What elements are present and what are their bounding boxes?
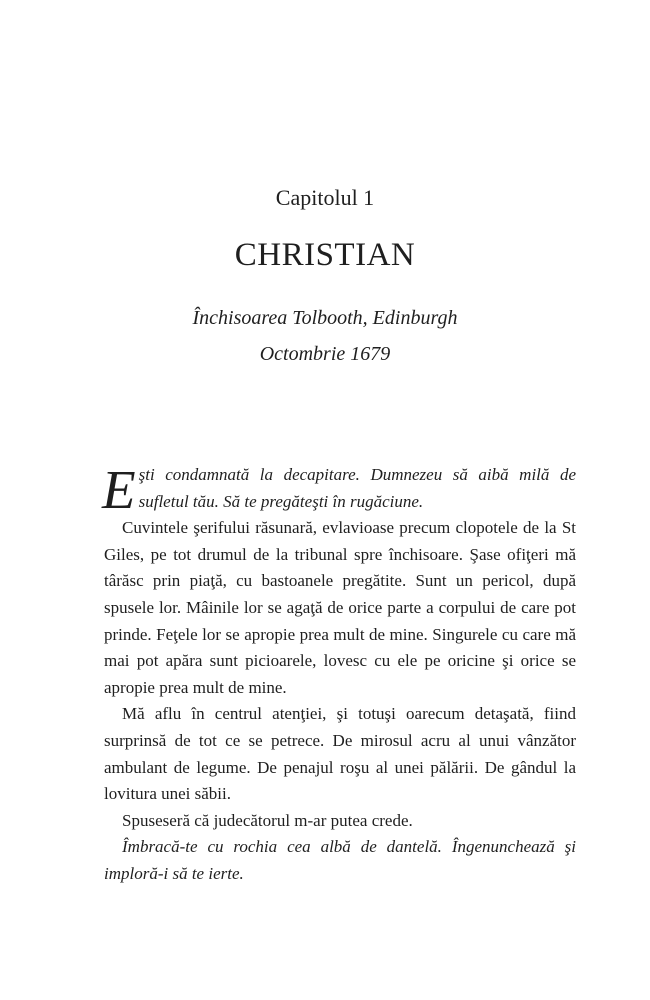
italic-paragraph: Îmbracă-te cu rochia cea albă de dantelă. Îngenunchează şi imploră-i să te ierte. xyxy=(104,837,576,883)
opening-text: şti condamnată la decapitare. Dumnezeu să aibă milă de sufletul tău. Să te pregăteşti în rugăciune. xyxy=(138,465,576,511)
paragraph: Spuseseră că judecătorul m-ar putea crede. xyxy=(122,810,413,830)
body-text xyxy=(102,459,576,888)
chapter-title: CHRISTIAN xyxy=(234,237,416,273)
paragraph: Cuvintele şerifului răsunară, evlavioase precum clopotele de la St Giles, pe tot drumul de la tribunal spre închisoare. Şase ofiţeri mă târăsc prin piaţă, cu bastoanele pregătite. Sunt un pericol, după spusele lor. Mâinile lor se agaţă de orice parte a corpului de care pot prinde. Feţele lor se apropie prea mult de mine. Singurele cu care mă mai pot apăra sunt picioarele, lovesc cu ele pe oricine şi orice se apropie prea mult de mine. xyxy=(104,518,576,697)
chapter-location: Închisoarea Tolbooth, Edinburgh xyxy=(192,307,458,329)
opening-paragraph xyxy=(102,459,576,520)
drop-cap: E xyxy=(102,459,136,520)
chapter-label: Capitolul 1 xyxy=(275,185,375,210)
paragraph: Mă aflu în centrul atenţiei, şi totuşi oarecum detaşată, fiind surprinsă de tot ce se petrece. De mirosul acru al unui vânzător ambulant de legume. De penajul roşu al unei pălării. De gândul la lovitura unei săbii. xyxy=(104,704,576,804)
chapter-date: Octombrie 1679 xyxy=(259,343,391,365)
